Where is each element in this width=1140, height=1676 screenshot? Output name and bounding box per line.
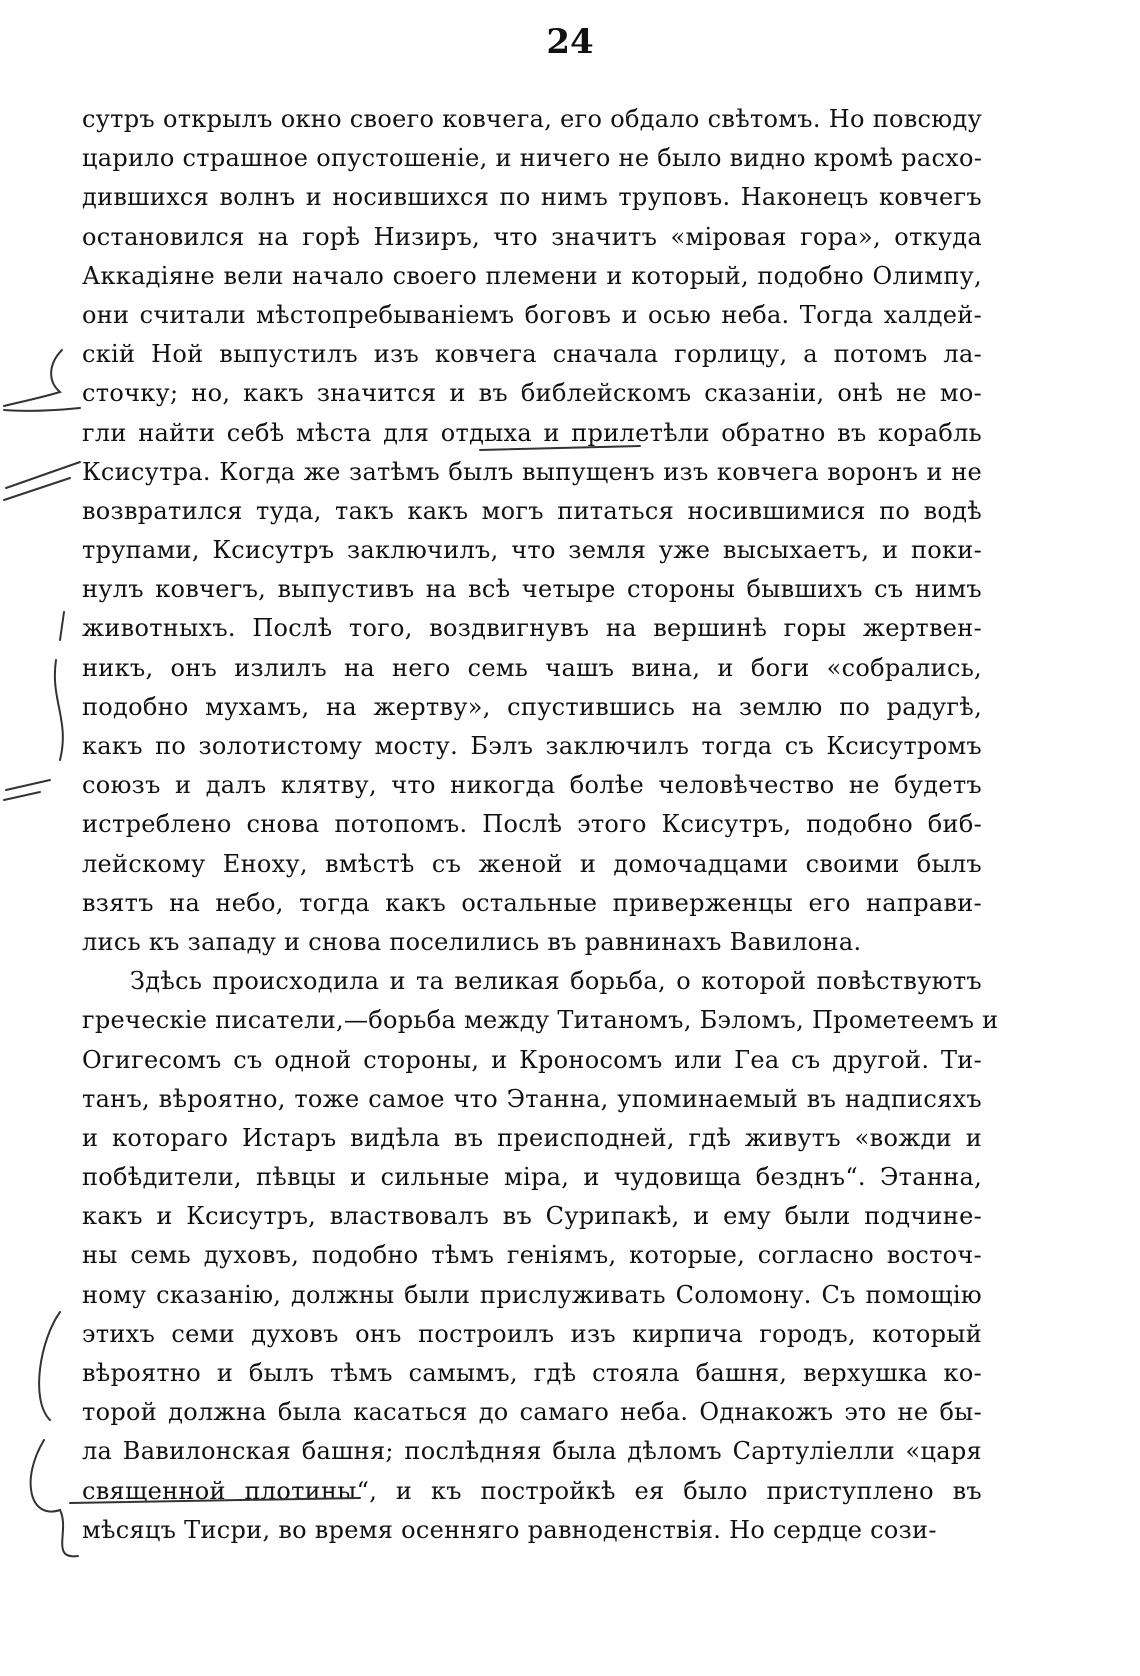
body-text — [82, 100, 999, 1550]
text-line: ному сказанію, должны были прислуживать Соломону. Съ помощію — [82, 1280, 982, 1309]
text-line: никъ, онъ излилъ на него семь чашъ вина, и боги «собрались, — [82, 653, 982, 682]
text-line: лейскому Еноху, вмѣстѣ съ женой и домочадцами своими былъ — [82, 849, 982, 878]
text-line: ны семь духовъ, подобно тѣмъ геніямъ, которые, согласно восточ- — [82, 1241, 982, 1270]
text-line: животныхъ. Послѣ того, воздвигнувъ на вершинѣ горы жертвен- — [82, 614, 982, 643]
text-line: вѣроятно и былъ тѣмъ самымъ, гдѣ стояла башня, верхушка ко- — [82, 1359, 982, 1387]
text-line: нулъ ковчегъ, выпустивъ на всѣ четыре стороны бывшихъ съ нимъ — [82, 575, 982, 604]
margin-mark-6 — [39, 1312, 60, 1420]
text-line: лись къ западу и снова поселились въ равнинахъ Вавилона. — [82, 927, 862, 956]
text-line: какъ по золотистому мосту. Бэлъ заключилъ тогда съ Ксисутромъ — [82, 732, 982, 760]
text-line: истреблено снова потопомъ. Послѣ этого Ксисутръ, подобно биб- — [82, 810, 982, 839]
text-line: побѣдители, пѣвцы и сильные міра, и чудовища безднъ“. Этанна, — [82, 1163, 982, 1192]
text-line: этихъ семи духовъ онъ построилъ изъ кирпича городъ, который — [82, 1319, 982, 1348]
paragraph — [82, 100, 982, 962]
paragraph — [82, 962, 999, 1550]
margin-mark-1 — [4, 350, 62, 406]
text-line: и котораго Истаръ видѣла въ преисподней, гдѣ живутъ «вожди и — [82, 1123, 982, 1152]
text-line: сутръ открылъ окно своего ковчега, его обдало свѣтомъ. Но повсюду — [82, 105, 982, 133]
text-line: мѣсяцъ Тисри, во время осенняго равноденствія. Но сердце сози- — [82, 1515, 937, 1544]
text-line: танъ, вѣроятно, тоже самое что Этанна, упоминаемый въ надписяхъ — [82, 1084, 982, 1113]
margin-mark-7 — [31, 1440, 78, 1556]
text-line: священной плотины“, и къ постройкѣ ея было приступлено въ — [82, 1476, 982, 1505]
text-line: подобно мухамъ, на жертву», спустившись на землю по радугѣ, — [82, 692, 982, 721]
text-line: Здѣсь происходила и та великая борьба, о которой повѣствуютъ — [130, 967, 982, 996]
text-line: сточку; но, какъ значится и въ библейскомъ сказаніи, онѣ не мо- — [82, 379, 982, 408]
text-line: дившихся волнъ и носившихся по нимъ труповъ. Наконецъ ковчегъ — [82, 183, 982, 212]
text-line: торой должна была касаться до самаго неба. Однакожъ это не бы- — [82, 1398, 982, 1427]
text-line: гли найти себѣ мѣста для отдыха и прилетѣли обратно въ корабль — [82, 418, 982, 447]
page-number: 24 — [546, 22, 594, 62]
text-line: трупами, Ксисутръ заключилъ, что земля уже высыхаетъ, и поки- — [82, 536, 982, 565]
text-line: взятъ на небо, тогда какъ остальные приверженцы его направи- — [82, 888, 982, 917]
text-line: возвратился туда, такъ какъ могъ питаться носившимися по водѣ — [82, 496, 982, 525]
text-line: царило страшное опустошеніе, и ничего не было видно кромѣ расхо- — [82, 144, 983, 173]
margin-mark-5 — [4, 780, 50, 800]
text-line: союзъ и далъ клятву, что никогда болѣе человѣчество не будетъ — [82, 771, 982, 800]
text-line: греческіе писатели,—борьба между Титаномъ, Бэломъ, Прометеемъ и — [82, 1006, 999, 1035]
text-line: скій Ной выпустилъ изъ ковчега сначала горлицу, а потомъ ла- — [82, 340, 982, 369]
text-line: какъ и Ксисутръ, властвовалъ въ Сурипакѣ, и ему были подчине- — [82, 1202, 982, 1231]
text-line: остановился на горѣ Низиръ, что значитъ «міровая гора», откуда — [82, 222, 982, 251]
margin-mark-4 — [55, 612, 64, 760]
text-line: ла Вавилонская башня; послѣдняя была дѣломъ Сартуліелли «царя — [82, 1437, 982, 1466]
text-line: Аккадіяне вели начало своего племени и который, подобно Олимпу, — [82, 261, 982, 290]
text-line: они считали мѣстопребываніемъ боговъ и осью неба. Тогда халдей- — [82, 300, 982, 329]
text-line: Ксисутра. Когда же затѣмъ былъ выпущенъ изъ ковчега воронъ и не — [82, 457, 982, 486]
margin-mark-2 — [4, 408, 80, 411]
text-line: Огигесомъ съ одной стороны, и Кроносомъ или Геа съ другой. Ти- — [82, 1045, 982, 1074]
margin-mark-3 — [4, 462, 80, 500]
